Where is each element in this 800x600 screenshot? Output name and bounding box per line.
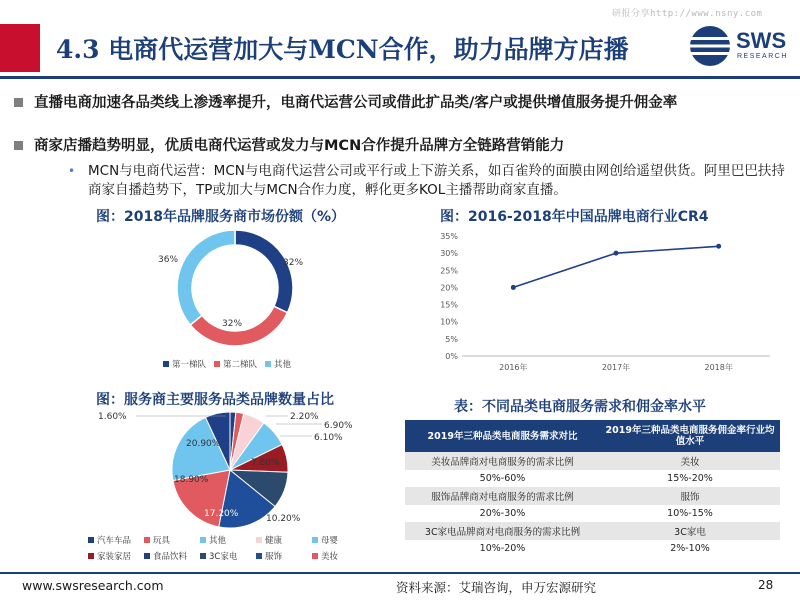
pie-legend-item: 美妆	[312, 550, 368, 562]
pie-legend-item: 服饰	[256, 550, 312, 562]
square-bullet-icon	[14, 141, 23, 150]
table-header-commission: 2019年三种品类电商服务佣金率行业均值水平	[600, 420, 780, 452]
table-cell: 美妆品牌商对电商服务的需求比例	[405, 452, 600, 470]
sub-bullet	[68, 162, 788, 200]
legend-swatch	[214, 361, 220, 367]
pie-legend-item: 母婴	[312, 534, 368, 546]
line-y-tick: 30%	[440, 249, 458, 259]
title-accent-block	[0, 24, 40, 72]
pie-legend-item: 家装家居	[88, 550, 144, 562]
pie-legend	[88, 534, 388, 562]
pie-label-baby: 7.80%	[251, 458, 280, 468]
legend-swatch	[163, 361, 169, 367]
donut-label-tier1: 32%	[283, 258, 304, 268]
line-x-tick: 2018年	[704, 363, 733, 372]
table-cell: 2%-10%	[600, 540, 780, 558]
donut-chart	[150, 228, 320, 356]
donut-label-other: 36%	[158, 255, 179, 265]
pie-label-other: 20.90%	[186, 439, 221, 449]
line-y-tick: 25%	[440, 266, 458, 276]
table-cell: 20%-30%	[405, 505, 600, 523]
line-y-tick: 35%	[440, 232, 458, 241]
pie-label-3c: 10.20%	[266, 514, 301, 524]
table-cell: 服饰品牌商对电商服务的需求比例	[405, 487, 600, 505]
line-x-tick: 2017年	[601, 363, 631, 372]
table-row	[405, 505, 780, 523]
table-row	[405, 540, 780, 558]
donut-label-tier2: 32%	[222, 319, 243, 329]
page-title: 4.3 电商代运营加大与MCN合作，助力品牌方店播	[56, 35, 629, 64]
fee-table	[405, 420, 780, 557]
pie-label-toys: 2.20%	[290, 412, 319, 422]
footer-url[interactable]: www.swsresearch.com	[22, 578, 164, 593]
line-chart-title: 图：2016-2018年中国品牌电商行业CR4	[440, 209, 709, 225]
bullet-1	[34, 94, 784, 112]
donut-slice-1	[235, 230, 293, 313]
line-y-tick: 10%	[440, 317, 458, 327]
watermark-text: 研报分享http://www.nsny.com	[612, 9, 763, 19]
table-title: 表：不同品类电商服务需求和佣金率水平	[454, 399, 706, 415]
logo-globe-icon	[688, 24, 732, 68]
line-y-tick: 5%	[445, 334, 458, 344]
table-cell: 10%-20%	[405, 540, 600, 558]
donut-legend-other: 其他	[274, 360, 292, 370]
pie-legend-item: 汽车车品	[88, 534, 144, 546]
bullet-2	[34, 137, 784, 155]
donut-legend-tier2: 第二梯队	[223, 360, 258, 370]
pie-label-health: 6.10%	[314, 433, 343, 443]
table-cell: 10%-15%	[600, 505, 780, 523]
square-bullet-icon	[14, 98, 23, 107]
pie-label-beauty: 18.90%	[174, 475, 209, 485]
pie-legend-item: 健康	[256, 534, 312, 546]
table-header-demand: 2019年三种品类电商服务需求对比	[405, 420, 600, 452]
table-row	[405, 487, 780, 505]
table-cell: 3C家电品牌商对电商服务的需求比例	[405, 522, 600, 540]
donut-legend-tier1: 第一梯队	[172, 360, 207, 370]
donut-slice-3	[177, 230, 235, 325]
cr4-point	[716, 244, 721, 249]
line-chart	[420, 228, 780, 378]
footer-source: 资料来源：艾瑞咨询，申万宏源研究	[396, 580, 597, 595]
table-cell: 50%-60%	[405, 470, 600, 488]
logo-subtitle: RESEARCH	[737, 53, 788, 60]
pie-legend-item: 其他	[200, 534, 256, 546]
table-cell: 3C家电	[600, 522, 780, 540]
line-y-tick: 20%	[440, 283, 458, 293]
header-divider	[0, 76, 800, 79]
pie-label-auto: 1.60%	[98, 412, 127, 422]
pie-legend-item: 食品饮料	[144, 550, 200, 562]
table-row	[405, 452, 780, 470]
line-x-tick: 2016年	[499, 363, 528, 372]
bullet-1-text: 直播电商加速各品类线上渗透率提升，电商代运营公司或借此扩品类/客户或提供增值服务提升佣金率	[34, 95, 678, 111]
title-bar	[0, 24, 660, 72]
bullet-2-text: 商家店播趋势明显，优质电商代运营或发力与MCN合作提升品牌方全链路营销能力	[34, 138, 565, 154]
pie-legend-item: 玩具	[144, 534, 200, 546]
line-y-tick: 0%	[445, 352, 458, 361]
pie-chart-title: 图：服务商主要服务品类品牌数量占比	[96, 392, 334, 408]
page-number: 28	[758, 578, 774, 592]
pie-label-apparel: 17.20%	[204, 509, 239, 519]
dot-bullet-icon: •	[68, 164, 76, 178]
table-cell: 服饰	[600, 487, 780, 505]
sws-logo	[688, 24, 792, 68]
table-cell: 美妆	[600, 452, 780, 470]
cr4-point	[614, 251, 619, 256]
table-row	[405, 522, 780, 540]
footer-divider	[0, 572, 800, 574]
category-pie-chart	[80, 406, 380, 534]
line-y-tick: 15%	[440, 300, 458, 310]
pie-legend-item: 3C家电	[200, 550, 256, 562]
logo-wordmark: SWS	[736, 28, 787, 53]
cr4-point	[511, 285, 516, 290]
table-row	[405, 470, 780, 488]
table-header-row	[405, 420, 780, 452]
pie-label-food: 6.90%	[324, 421, 353, 431]
table-cell: 15%-20%	[600, 470, 780, 488]
legend-swatch	[265, 361, 271, 367]
sub-bullet-text: MCN与电商代运营：MCN与电商代运营公司或平行或上下游关系，如百雀羚的面膜由网创给遥望供货。阿里巴巴扶持商家自播趋势下，TP或加大与MCN合作力度，孵化更多KOL主播帮助商家直播。	[88, 163, 785, 198]
donut-legend	[163, 358, 291, 370]
donut-chart-title: 图：2018年品牌服务商市场份额（%）	[96, 209, 345, 225]
